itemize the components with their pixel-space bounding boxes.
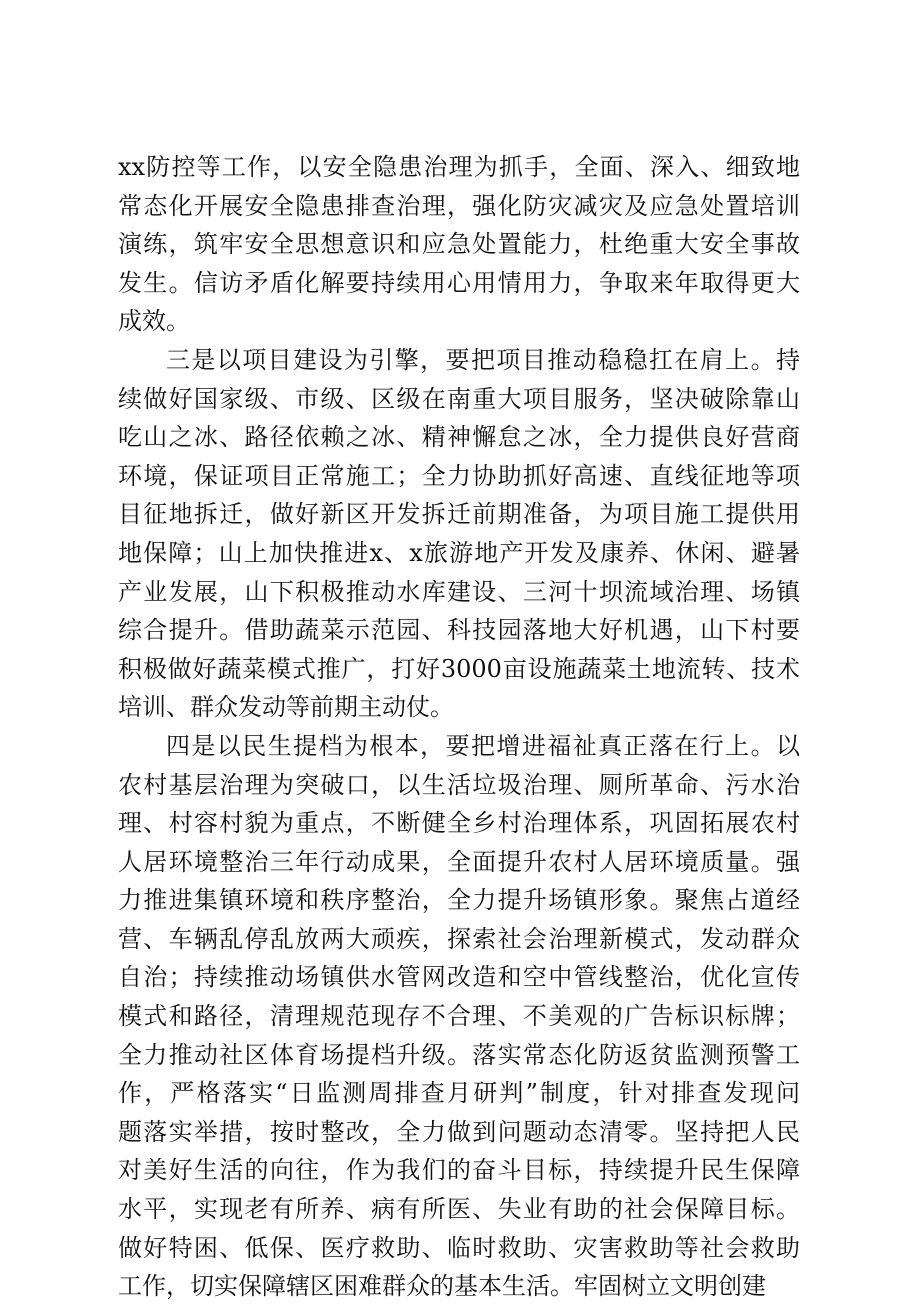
paragraph-line: 工作，切实保障辖区困难群众的基本生活。牢固树立文明创建 (118, 1272, 766, 1301)
paragraph-line: 积极做好蔬菜模式推广，打好3000亩设施蔬菜土地流转、技术 (118, 654, 800, 683)
paragraph-line: 发生。信访矛盾化解要持续用心用情用力，争取来年取得更大 (118, 268, 800, 297)
paragraph-line: 对美好生活的向往，作为我们的奋斗目标，持续提升民生保障 (118, 1156, 800, 1185)
paragraph-line: 题落实举措，按时整改，全力做到问题动态清零。坚持把人民 (118, 1117, 800, 1146)
paragraph-line: 目征地拆迁，做好新区开发拆迁前期准备，为项目施工提供用 (118, 500, 800, 529)
paragraph-line: 全力推动社区体育场提档升级。落实常态化防返贫监测预警工 (118, 1040, 800, 1069)
paragraph-line: 自治；持续推动场镇供水管网改造和空中管线整治，优化宣传 (118, 963, 800, 992)
paragraph-line: 三是以项目建设为引擎，要把项目推动稳稳扛在肩上。持 (166, 345, 800, 374)
paragraph-line: 产业发展，山下积极推动水库建设、三河十坝流域治理、场镇 (118, 577, 800, 606)
paragraph-line: 人居环境整治三年行动成果，全面提升农村人居环境质量。强 (118, 847, 800, 876)
paragraph-line: 续做好国家级、市级、区级在南重大项目服务，坚决破除靠山 (118, 384, 800, 413)
document-body (118, 148, 800, 1306)
paragraph-line: 地保障；山上加快推进x、x旅游地产开发及康养、休闲、避暑 (118, 538, 800, 567)
paragraph-line: 成效。 (118, 307, 190, 336)
paragraph-line: 环境，保证项目正常施工；全力协助抓好高速、直线征地等项 (118, 461, 800, 490)
paragraph-line: 演练，筑牢安全思想意识和应急处置能力，杜绝重大安全事故 (118, 230, 800, 259)
paragraph-line: 模式和路径，清理规范现存不合理、不美观的广告标识标牌； (118, 1002, 800, 1031)
paragraph-line: 营、车辆乱停乱放两大顽疾，探索社会治理新模式，发动群众 (118, 924, 800, 953)
paragraph-p2 (118, 341, 800, 727)
paragraph-line: 农村基层治理为突破口，以生活垃圾治理、厕所革命、污水治 (118, 770, 800, 799)
paragraph-line: 培训、群众发动等前期主动仗。 (118, 693, 454, 722)
paragraph-line: 吃山之冰、路径依赖之冰、精神懈怠之冰，全力提供良好营商 (118, 423, 800, 452)
paragraph-line: 力推进集镇环境和秩序整治，全力提升场镇形象。聚焦占道经 (118, 886, 800, 915)
paragraph-line: 常态化开展安全隐患排查治理，强化防灾减灾及应急处置培训 (118, 191, 800, 220)
paragraph-p1 (118, 148, 800, 341)
paragraph-p3 (118, 727, 800, 1306)
paragraph-line: xx防控等工作，以安全隐患治理为抓手，全面、深入、细致地 (118, 153, 800, 181)
paragraph-line: 水平，实现老有所养、病有所医、失业有助的社会保障目标。 (118, 1195, 800, 1224)
paragraph-line: 四是以民生提档为根本，要把增进福祉真正落在行上。以 (166, 731, 800, 760)
paragraph-line: 作，严格落实“日监测周排查月研判”制度，针对排查发现问 (118, 1079, 800, 1108)
paragraph-line: 理、村容村貌为重点，不断健全乡村治理体系，巩固拓展农村 (118, 809, 800, 838)
paragraph-line: 做好特困、低保、医疗救助、临时救助、灾害救助等社会救助 (118, 1233, 800, 1262)
paragraph-line: 综合提升。借助蔬菜示范园、科技园落地大好机遇，山下村要 (118, 616, 800, 645)
